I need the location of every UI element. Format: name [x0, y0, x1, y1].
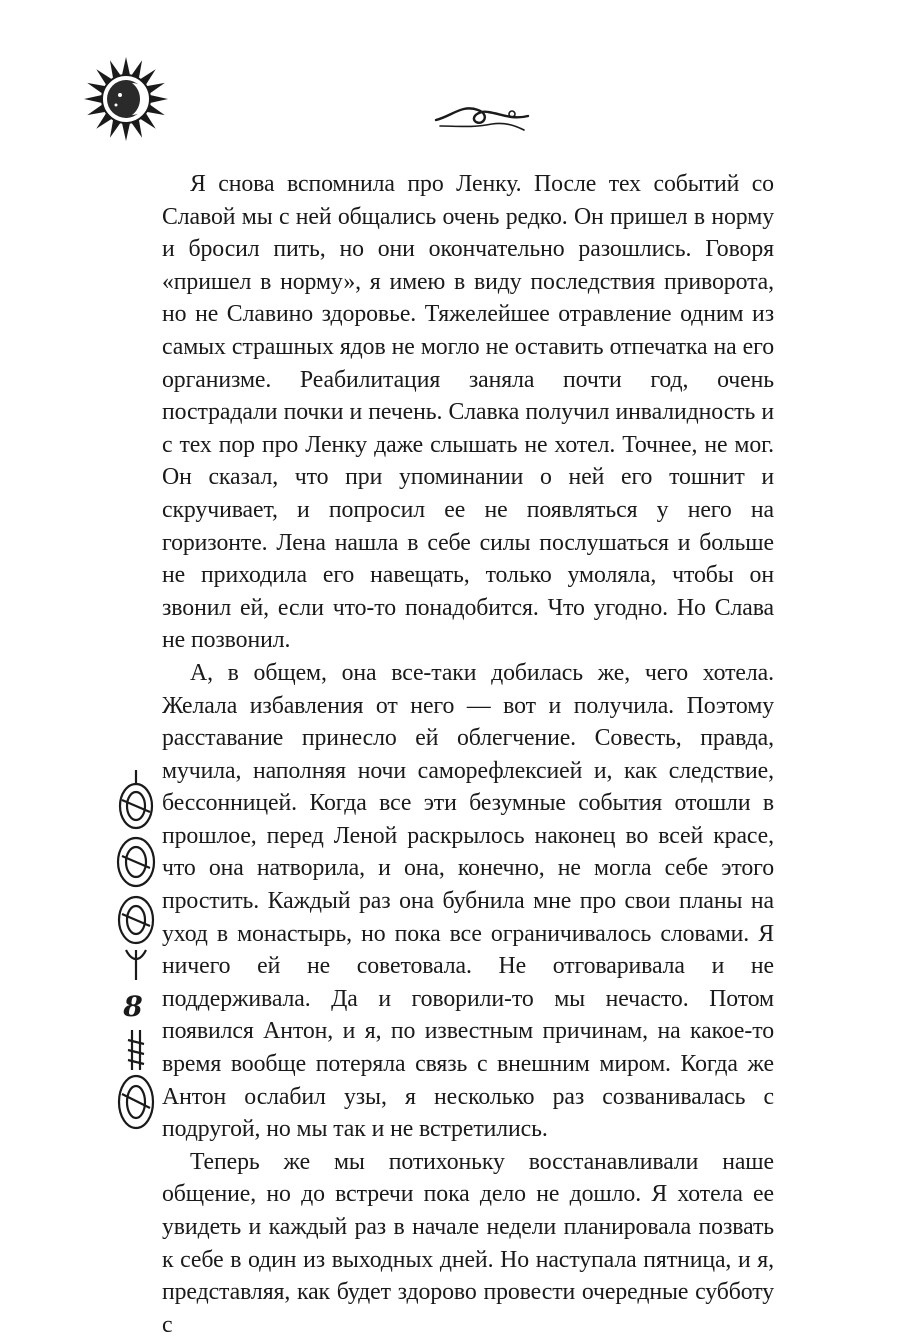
- body-text: [162, 168, 774, 1341]
- paragraph-3: Теперь же мы потихоньку восстанавливали наше общение, но до встречи пока дело не дошло. Я хотела ее увидеть и каждый раз в начале недели планировала позвать к себе в один из выходных дней. Но наступала пятница, и я, представляя, как будет здорово провести очередные субботу с: [162, 1148, 774, 1338]
- page-number: 8: [123, 990, 143, 1023]
- paragraph-1: Я снова вспомнила про Ленку. После тех событий со Славой мы с ней общались очень редко. Он пришел в норму и бросил пить, но они окончательно разошлись. Говоря «пришел в норму», я имею в виду последствия приворота, но не Славино здоровье. Тяжелейшее отравление одним из самых страшных ядов не могло не оставить отпечатка на его организме. Реабилитация заняла почти год, очень пострадали почки и печень. Славка получил инвалидность и с тех пор про Ленку даже слышать не хотел. Точнее, не мог. Он сказал, что при упоминании о ней его тошнит и скручивает, и попросил ее не появляться у него на горизонте. Лена нашла в себе силы послушаться и больше не приходила его навещать, только умоляла, чтобы он звонил ей, если что-то понадобится. Что угодно. Но Слава не позвонил.: [162, 171, 774, 654]
- rope-knot-lower-icon: [112, 1030, 160, 1140]
- paragraph-2: А, в общем, она все-таки добилась же, чего хотела. Желала избавления от него — вот и получила. Поэтому расставание принесло ей облегчение. Совесть, правда, мучила, наполняя ночи саморефлексией и, как следствие, бессонницей. Когда все эти безумные события отошли в прошлое, перед Леной раскрылось наконец во всей красе, что она натворила, и она, конечно, не могла себе этого простить. Каждый раз она бубнила мне про свои планы на уход в монастырь, но пока все ограничивалось словами. Я ничего ей не советовала. Не отговаривала и не поддерживала. Да и говорили-то мы нечасто. Потом появился Антон, и я, по известным причинам, на какое-то время вообще потеряла связь с внешним миром. Когда же Антон ослабил узы, я несколько раз созванивалась с подругой, но мы так и не встретились.: [162, 659, 774, 1143]
- flourish-ornament-icon: [432, 96, 532, 136]
- sun-moon-icon: [82, 55, 170, 143]
- rope-knot-icon: [112, 770, 160, 980]
